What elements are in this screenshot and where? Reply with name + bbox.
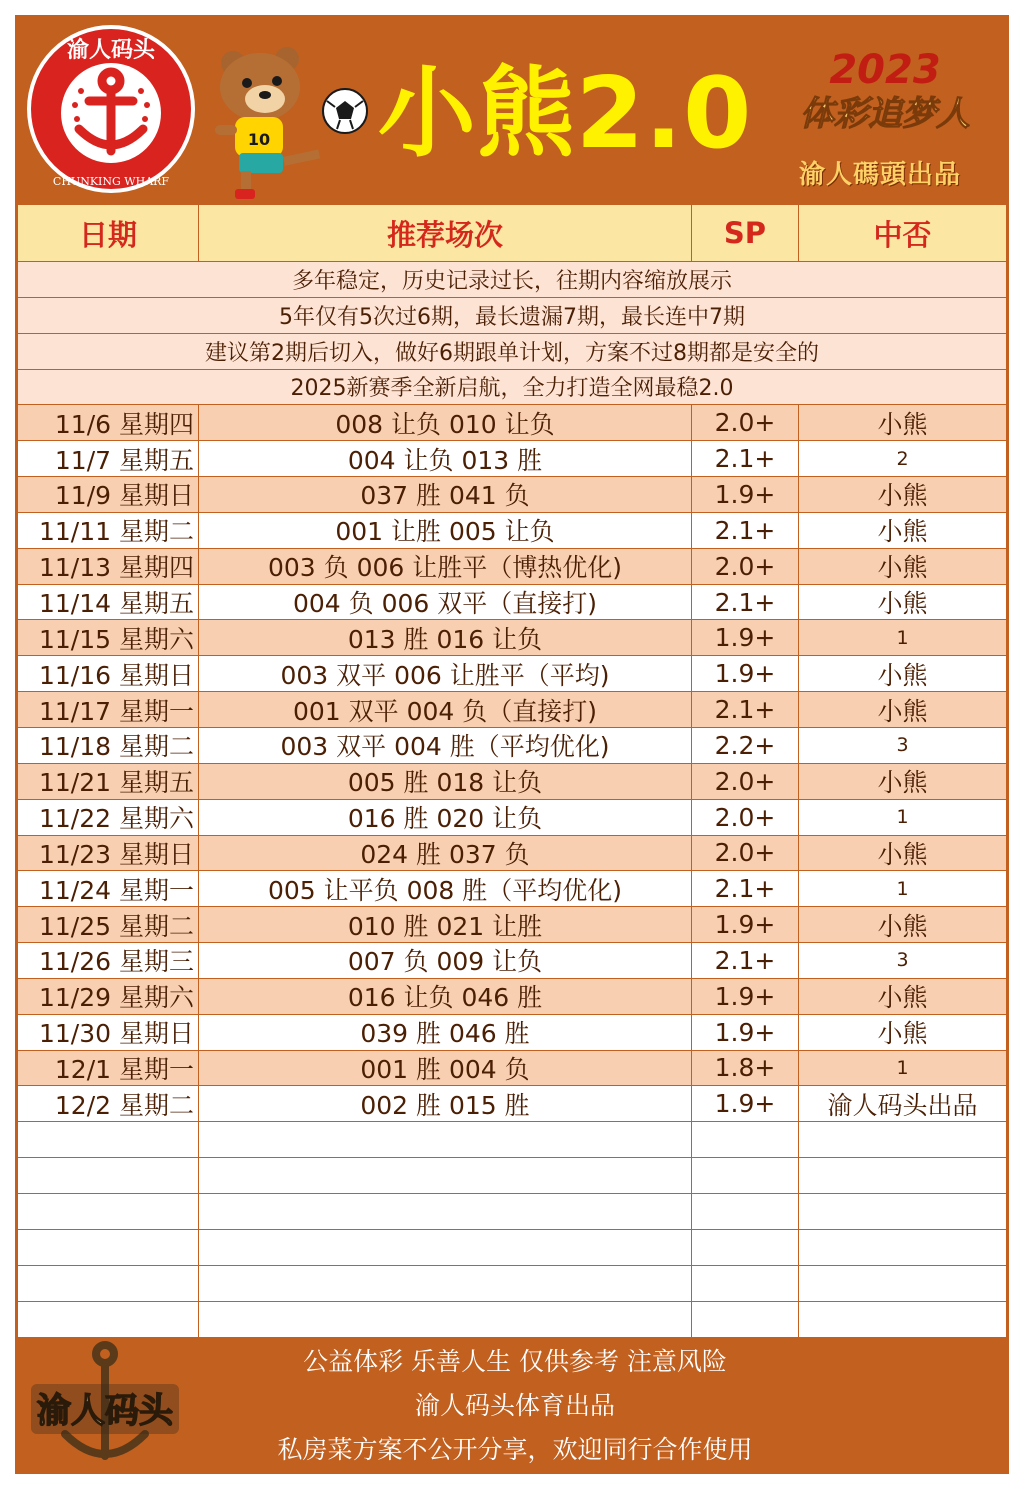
- result-cell: 小熊: [877, 911, 928, 941]
- pick-cell: 007 负 009 让负: [199, 943, 692, 978]
- table-row: [18, 513, 1006, 549]
- footer-anchor-logo: [25, 1338, 185, 1468]
- result-cell: 小熊: [877, 768, 928, 798]
- table-row: [18, 549, 1006, 585]
- sp-cell: 1.8+: [692, 1051, 799, 1086]
- empty-cell: [799, 1158, 1006, 1193]
- sp-cell: 1.9+: [692, 907, 799, 942]
- note-text: 5年仅有5次过6期，最长遗漏7期，最长连中7期: [279, 304, 745, 330]
- date-cell: 11/25 星期二: [18, 907, 199, 942]
- pick-cell: 024 胜 037 负: [199, 836, 692, 871]
- pick-cell: 003 双平 004 胜（平均优化): [199, 728, 692, 763]
- pick-cell: 016 让负 046 胜: [199, 979, 692, 1014]
- empty-cell: [199, 1194, 692, 1229]
- empty-cell: [199, 1122, 692, 1157]
- sp-cell: 1.9+: [692, 656, 799, 691]
- pick-cell: 001 双平 004 负（直接打): [199, 692, 692, 727]
- sp-cell: 2.2+: [692, 728, 799, 763]
- result-cell: 小熊: [877, 409, 928, 439]
- pick-cell: 003 负 006 让胜平（博热优化): [199, 549, 692, 584]
- table-body: [18, 405, 1006, 1122]
- footer-text: [215, 1340, 815, 1472]
- result-cell: 1: [896, 877, 909, 900]
- result-cell: 小熊: [877, 660, 928, 690]
- pick-cell: 008 让负 010 让负: [199, 405, 692, 440]
- date-cell: 11/6 星期四: [18, 405, 199, 440]
- footer-logo-text: 渝人码头: [37, 1391, 173, 1431]
- date-cell: 11/14 星期五: [18, 585, 199, 620]
- result-cell: 小熊: [877, 839, 928, 869]
- result-cell: 小熊: [877, 983, 928, 1013]
- sports-lottery-dream-logo: [775, 39, 997, 149]
- table-row: [18, 620, 1006, 656]
- empty-table-row: [18, 1266, 1006, 1302]
- pick-cell: 005 胜 018 让负: [199, 764, 692, 799]
- empty-cell: [18, 1122, 199, 1157]
- table-row: [18, 943, 1006, 979]
- sp-cell: 1.9+: [692, 477, 799, 512]
- pick-cell: 005 让平负 008 胜（平均优化): [199, 871, 692, 906]
- sp-cell: 2.1+: [692, 585, 799, 620]
- date-cell: 11/23 星期日: [18, 836, 199, 871]
- note-row: [18, 334, 1006, 370]
- sp-cell: 2.1+: [692, 441, 799, 476]
- result-cell: 1: [896, 1056, 909, 1079]
- note-text: 建议第2期后切入，做好6期跟单计划，方案不过8期都是安全的: [205, 340, 819, 366]
- sp-cell: 1.9+: [692, 1015, 799, 1050]
- date-cell: 11/16 星期日: [18, 656, 199, 691]
- date-cell: 11/30 星期日: [18, 1015, 199, 1050]
- chunking-wharf-logo: [23, 21, 199, 197]
- logo-left-text: 渝人码头: [66, 38, 156, 63]
- header: [15, 15, 1009, 205]
- logo-left-sub: CHUNKING WHARF: [52, 175, 170, 188]
- logo-right-sub: 渝人碼頭出品: [798, 160, 961, 190]
- pick-cell: 039 胜 046 胜: [199, 1015, 692, 1050]
- result-cell: 2: [896, 447, 909, 470]
- table-row: [18, 836, 1006, 872]
- empty-table-row: [18, 1230, 1006, 1266]
- table-row: [18, 441, 1006, 477]
- empty-cell: [199, 1158, 692, 1193]
- pick-cell: 010 胜 021 让胜: [199, 907, 692, 942]
- empty-cell: [18, 1194, 199, 1229]
- column-header-date: 日期: [18, 205, 199, 261]
- table-row: [18, 656, 1006, 692]
- result-cell: 小熊: [877, 1019, 928, 1049]
- empty-cell: [692, 1194, 799, 1229]
- note-text: 多年稳定，历史记录过长，往期内容缩放展示: [291, 268, 732, 294]
- bear-jersey-number: 10: [247, 130, 271, 149]
- pick-cell: 003 双平 006 让胜平（平均): [199, 656, 692, 691]
- sp-cell: 2.0+: [692, 836, 799, 871]
- result-cell: 小熊: [877, 696, 928, 726]
- footer-line: 私房菜方案不公开分享，欢迎同行合作使用: [277, 1435, 753, 1464]
- empty-cell: [692, 1266, 799, 1301]
- table-row: [18, 907, 1006, 943]
- sp-cell: 2.0+: [692, 764, 799, 799]
- empty-table-row: [18, 1158, 1006, 1194]
- result-cell: 小熊: [877, 553, 928, 583]
- sp-cell: 2.1+: [692, 871, 799, 906]
- date-cell: 11/22 星期六: [18, 800, 199, 835]
- empty-cell: [692, 1230, 799, 1265]
- empty-cell: [692, 1158, 799, 1193]
- date-cell: 12/2 星期二: [18, 1086, 199, 1121]
- date-cell: 11/24 星期一: [18, 871, 199, 906]
- note-text: 2025新赛季全新启航，全力打造全网最稳2.0: [290, 376, 734, 402]
- date-cell: 11/13 星期四: [18, 549, 199, 584]
- date-cell: 11/18 星期二: [18, 728, 199, 763]
- empty-cell: [799, 1122, 1006, 1157]
- bear-mascot-icon: [205, 45, 375, 205]
- empty-cell: [199, 1302, 692, 1337]
- table-row: [18, 405, 1006, 441]
- note-row: [18, 298, 1006, 334]
- empty-cell: [799, 1194, 1006, 1229]
- sp-cell: 2.0+: [692, 800, 799, 835]
- empty-cell: [199, 1266, 692, 1301]
- empty-table-row: [18, 1194, 1006, 1230]
- pick-cell: 001 让胜 005 让负: [199, 513, 692, 548]
- table-row: [18, 585, 1006, 621]
- footer-line: 渝人码头体育出品: [414, 1391, 615, 1420]
- table-row: [18, 979, 1006, 1015]
- pick-cell: 013 胜 016 让负: [199, 620, 692, 655]
- pick-cell: 004 负 006 双平（直接打): [199, 585, 692, 620]
- result-cell: 1: [896, 806, 909, 829]
- footer: [15, 1334, 1009, 1474]
- sp-cell: 1.9+: [692, 979, 799, 1014]
- table-row: [18, 1051, 1006, 1087]
- empty-cell: [199, 1230, 692, 1265]
- empty-cell: [799, 1266, 1006, 1301]
- result-cell: 小熊: [877, 481, 928, 511]
- empty-cell: [18, 1230, 199, 1265]
- empty-cell: [18, 1158, 199, 1193]
- empty-cell: [18, 1266, 199, 1301]
- empty-rows: [18, 1122, 1006, 1338]
- sp-cell: 2.1+: [692, 513, 799, 548]
- empty-cell: [692, 1122, 799, 1157]
- pick-cell: 001 胜 004 负: [199, 1051, 692, 1086]
- empty-cell: [799, 1230, 1006, 1265]
- column-header-result: 中否: [873, 217, 932, 252]
- empty-cell: [692, 1302, 799, 1337]
- date-cell: 11/29 星期六: [18, 979, 199, 1014]
- column-header-sp: SP: [692, 205, 799, 261]
- empty-table-row: [18, 1302, 1006, 1338]
- sp-cell: 2.0+: [692, 405, 799, 440]
- empty-table-row: [18, 1122, 1006, 1158]
- result-cell: 1: [896, 626, 909, 649]
- date-cell: 11/7 星期五: [18, 441, 199, 476]
- result-cell: 渝人码头出品: [827, 1090, 978, 1120]
- date-cell: 11/9 星期日: [18, 477, 199, 512]
- result-cell: 3: [896, 734, 909, 757]
- table-row: [18, 692, 1006, 728]
- date-cell: 12/1 星期一: [18, 1051, 199, 1086]
- page-title: 小熊2.0: [377, 57, 753, 171]
- empty-cell: [18, 1302, 199, 1337]
- note-row: [18, 370, 1006, 406]
- result-cell: 3: [896, 949, 909, 972]
- pick-cell: 016 胜 020 让负: [199, 800, 692, 835]
- table-row: [18, 871, 1006, 907]
- date-cell: 11/26 星期三: [18, 943, 199, 978]
- pick-cell: 002 胜 015 胜: [199, 1086, 692, 1121]
- note-row: [18, 262, 1006, 298]
- sp-cell: 2.1+: [692, 692, 799, 727]
- logo-right-year: 2023: [829, 47, 941, 93]
- table-row: [18, 1086, 1006, 1122]
- table-row: [18, 764, 1006, 800]
- sp-cell: 1.9+: [692, 620, 799, 655]
- date-cell: 11/17 星期一: [18, 692, 199, 727]
- table-row: [18, 800, 1006, 836]
- recommendation-table: [18, 205, 1006, 1338]
- result-cell: 小熊: [877, 589, 928, 619]
- table-row: [18, 1015, 1006, 1051]
- sp-cell: 2.0+: [692, 549, 799, 584]
- result-cell: 小熊: [877, 517, 928, 547]
- poster-frame: [15, 15, 1009, 1474]
- sp-cell: 1.9+: [692, 1086, 799, 1121]
- date-cell: 11/11 星期二: [18, 513, 199, 548]
- footer-line: 公益体彩 乐善人生 仅供参考 注意风险: [303, 1347, 727, 1376]
- pick-cell: 037 胜 041 负: [199, 477, 692, 512]
- date-cell: 11/15 星期六: [18, 620, 199, 655]
- logo-right-text: 体彩追梦人: [800, 94, 970, 134]
- pick-cell: 004 让负 013 胜: [199, 441, 692, 476]
- date-cell: 11/21 星期五: [18, 764, 199, 799]
- table-row: [18, 477, 1006, 513]
- table-row: [18, 728, 1006, 764]
- column-header-pick: 推荐场次: [199, 205, 692, 261]
- sp-cell: 2.1+: [692, 943, 799, 978]
- empty-cell: [799, 1302, 1006, 1337]
- table-header-row: [18, 205, 1006, 262]
